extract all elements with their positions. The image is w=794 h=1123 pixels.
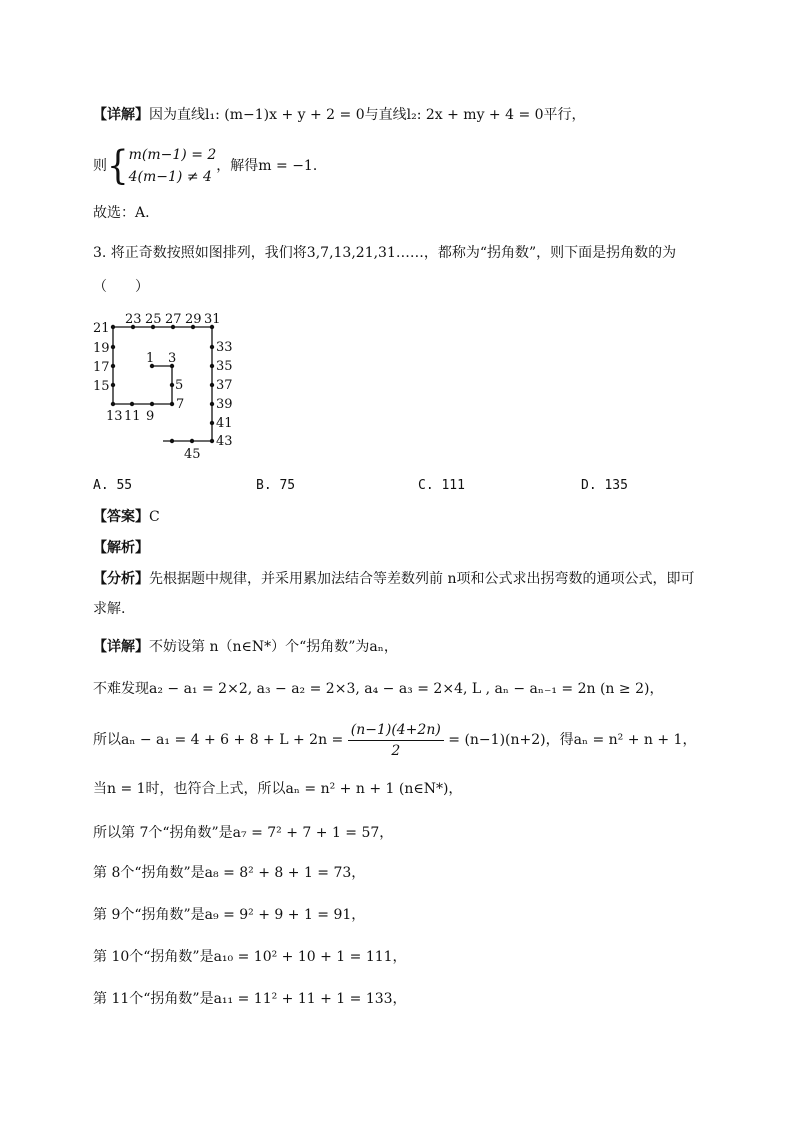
equation-system	[129, 144, 217, 188]
detail-line-2: 不难发现a₂ − a₁ = 2×2, a₃ − a₂ = 2×3, a₄ − a₃ = 2×4, L , aₙ − aₙ₋₁ = 2n (n ≥ 2)，	[93, 681, 664, 697]
analysis-label: 【解析】	[93, 540, 149, 556]
fenxi-line	[93, 568, 694, 590]
fraction-numerator: (n−1)(4+2n)	[348, 720, 444, 741]
label-11: 11	[124, 409, 141, 424]
question-paren: （ ）	[93, 279, 149, 295]
equation-1: m(m−1) = 2	[128, 147, 217, 163]
label-37: 37	[216, 378, 233, 393]
fenxi-text: 先根据题中规律，并采用累加法结合等差数列前 n项和公式求出拐弯数的通项公式，即可	[149, 571, 695, 587]
label-45: 45	[184, 447, 201, 462]
detail-line-4: 当n = 1时，也符合上式，所以aₙ = n² + n + 1 (n∈N*)，	[93, 781, 463, 797]
detail-line-6: 第 8个“拐角数”是a₈ = 8² + 8 + 1 = 73，	[93, 865, 366, 881]
answer-value: C	[149, 509, 160, 525]
label-23: 23	[125, 312, 142, 327]
choice-d: D. 135	[581, 478, 628, 493]
detail-line-3	[93, 718, 696, 762]
spiral-dots	[111, 325, 214, 443]
label-29: 29	[185, 312, 202, 327]
fenxi-line-2: 求解.	[93, 601, 126, 617]
label-3: 3	[168, 351, 177, 366]
label-41: 41	[216, 416, 233, 431]
then-label: 则	[93, 158, 107, 174]
label-5: 5	[175, 378, 184, 393]
label-25: 25	[145, 312, 162, 327]
fraction	[348, 720, 444, 761]
label-17: 17	[93, 360, 110, 375]
detail-text-3a: 所以aₙ − a₁ = 4 + 6 + 8 + L + 2n =	[93, 732, 344, 748]
detail-line-1	[93, 636, 398, 658]
label-13: 13	[106, 409, 123, 424]
solve-text: ，解得m = −1．	[216, 158, 327, 174]
detail-line-5: 所以第 7个“拐角数”是a₇ = 7² + 7 + 1 = 57，	[93, 825, 394, 841]
choice-c: C. 111	[418, 478, 465, 493]
choice-b: B. 75	[256, 478, 296, 493]
label-31: 31	[204, 312, 221, 327]
label-43: 43	[216, 434, 233, 449]
choice-a: A. 55	[93, 478, 133, 493]
question-stem: 3. 将正奇数按照如图排列，我们将3,7,13,21,31……，都称为“拐角数”，则下面是拐角数的为	[93, 245, 677, 261]
label-1: 1	[146, 351, 155, 366]
answer-label: 【答案】	[93, 509, 149, 525]
label-21: 21	[93, 321, 110, 336]
label-15: 15	[93, 379, 110, 394]
fraction-denominator: 2	[391, 742, 401, 759]
spiral-figure	[88, 308, 248, 463]
intro-line	[93, 104, 586, 126]
system-line	[93, 144, 327, 188]
detail-label: 【详解】	[93, 107, 149, 123]
pick-line: 故选：A.	[93, 205, 150, 221]
label-9: 9	[146, 409, 155, 424]
intro-text: 因为直线l₁: (m−1)x + y + 2 = 0与直线l₂: 2x + my + 4 = 0平行，	[149, 107, 586, 123]
detail-line-9: 第 11个“拐角数”是a₁₁ = 11² + 11 + 1 = 133，	[93, 991, 407, 1007]
detail-line-7: 第 9个“拐角数”是a₉ = 9² + 9 + 1 = 91，	[93, 907, 366, 923]
equation-2: 4(m−1) ≠ 4	[128, 169, 212, 185]
detail-text-3b: = (n−1)(n+2)，得aₙ = n² + n + 1，	[448, 732, 697, 748]
label-35: 35	[216, 359, 233, 374]
detail-text-1: 不妨设第 n（n∈N*）个“拐角数”为aₙ，	[149, 639, 398, 655]
brace-icon: {	[107, 143, 129, 189]
label-19: 19	[93, 341, 110, 356]
fenxi-label: 【分析】	[93, 571, 149, 587]
label-27: 27	[165, 312, 182, 327]
label-39: 39	[216, 397, 233, 412]
label-33: 33	[216, 340, 233, 355]
detail-line-8: 第 10个“拐角数”是a₁₀ = 10² + 10 + 1 = 111，	[93, 949, 407, 965]
label-7: 7	[176, 397, 185, 412]
answer-line	[93, 506, 160, 528]
detail-label-2: 【详解】	[93, 639, 149, 655]
